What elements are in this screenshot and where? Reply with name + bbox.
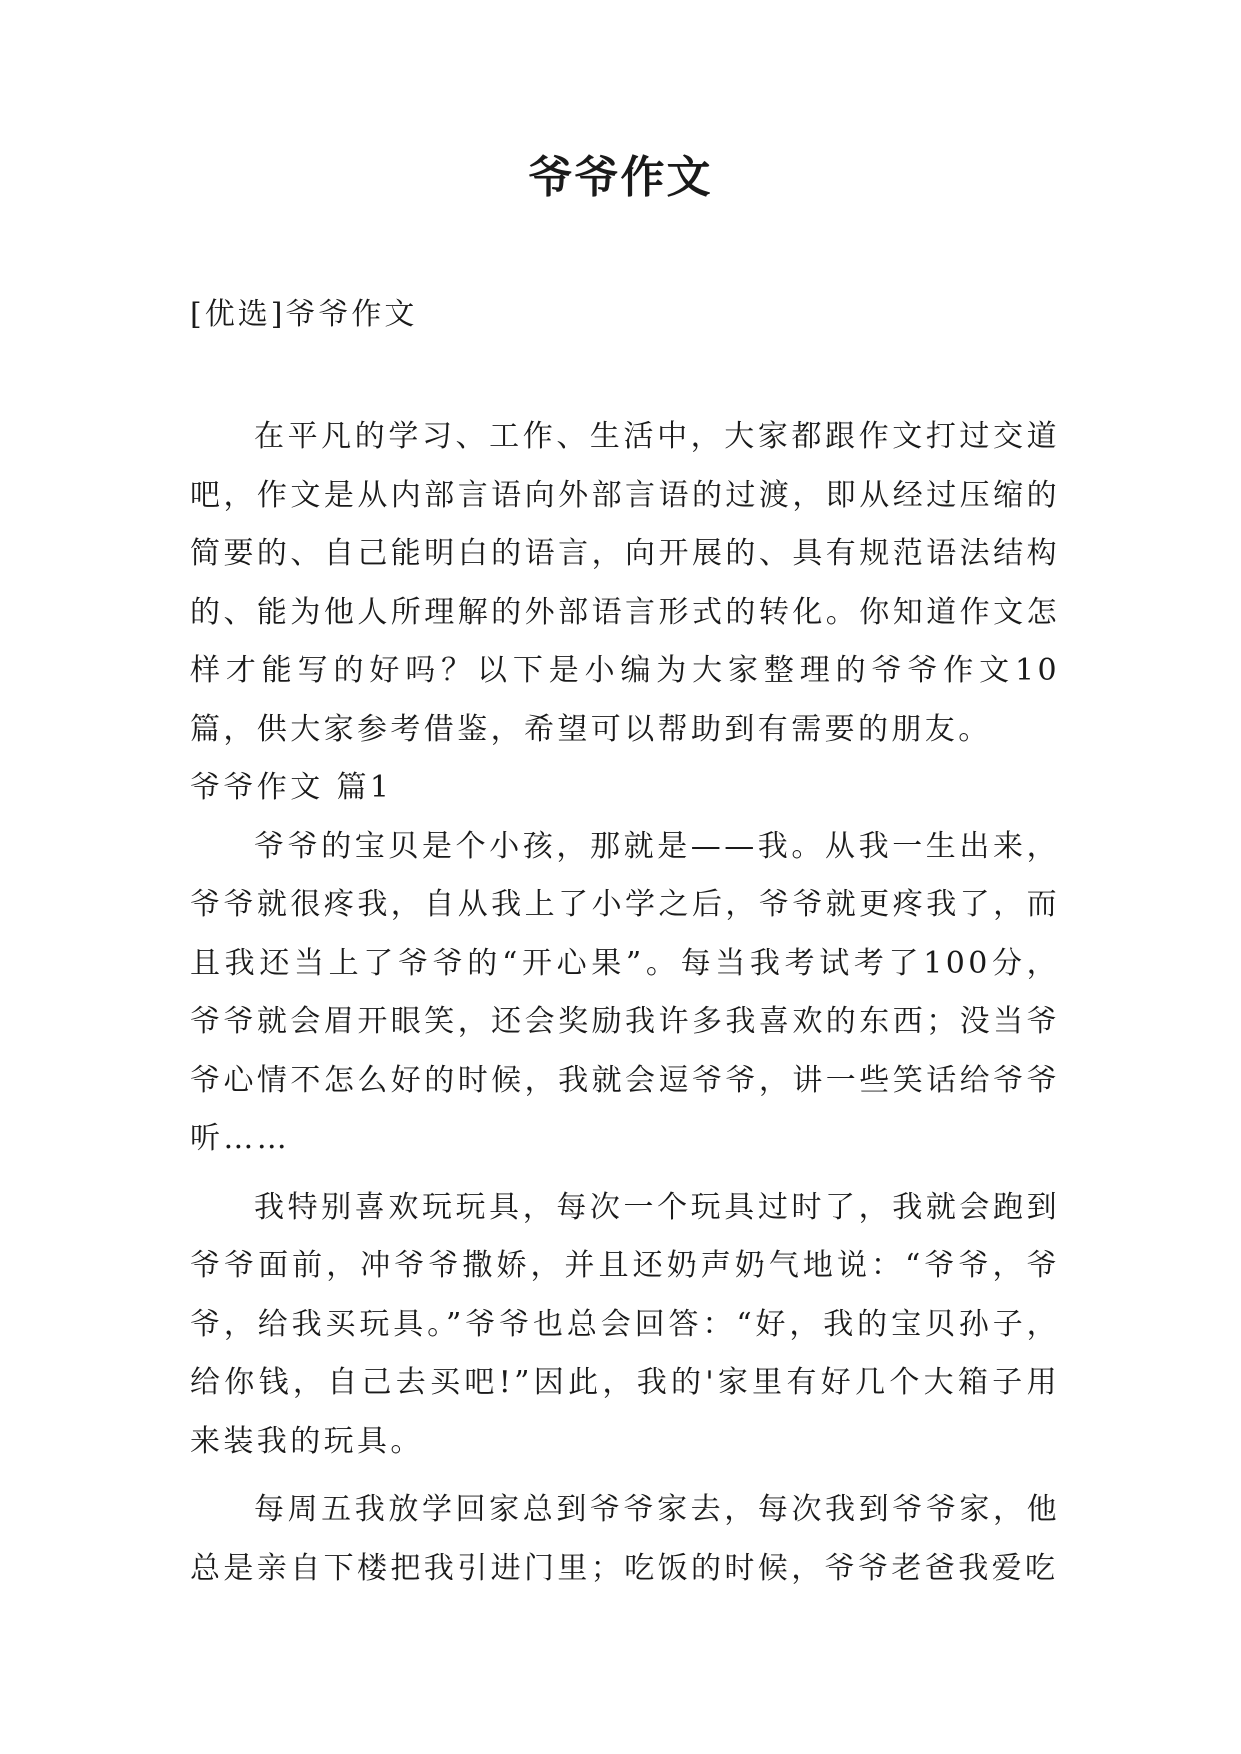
document-subtitle: [优选]爷爷作文 xyxy=(190,297,418,332)
essay-paragraph: 爷爷的宝贝是个小孩，那就是——我。从我一生出来，爷爷就很疼我，自从我上了小学之后，爷爷就更疼我了，而且我还当上了爷爷的“开心果”。每当我考试考了100分，爷爷就会眉开眼笑，还会奖励我许多我喜欢的东西；没当爷爷心情不怎么好的时候，我就会逗爷爷，讲一些笑话给爷爷听…… xyxy=(190,828,1060,1156)
page-title: 爷爷作文 xyxy=(528,152,713,203)
essay-paragraph: 每周五我放学回家总到爷爷家去，每次我到爷爷家，他总是亲自下楼把我引进门里；吃饭的时候，爷爷老爸我爱吃 xyxy=(190,1492,1060,1586)
intro-paragraph: 在平凡的学习、工作、生活中，大家都跟作文打过交道吧，作文是从内部言语向外部言语的过渡，即从经过压缩的简要的、自己能明白的语言，向开展的、具有规范语法结构的、能为他人所理解的外部语言形式的转化。你知道作文怎样才能写的好吗？以下是小编为大家整理的爷爷作文10篇，供大家参考借鉴，希望可以帮助到有需要的朋友。 xyxy=(190,419,1060,747)
document-body xyxy=(190,408,1060,1598)
section-heading: 爷爷作文 篇1 xyxy=(190,770,393,805)
essay-paragraph: 我特别喜欢玩玩具，每次一个玩具过时了，我就会跑到爷爷面前，冲爷爷撒娇，并且还奶声奶气地说：“爷爷，爷爷，给我买玩具。”爷爷也总会回答：“好，我的宝贝孙子，给你钱，自己去买吧!”因此，我的'家里有好几个大箱子用来装我的玩具。 xyxy=(190,1189,1060,1459)
